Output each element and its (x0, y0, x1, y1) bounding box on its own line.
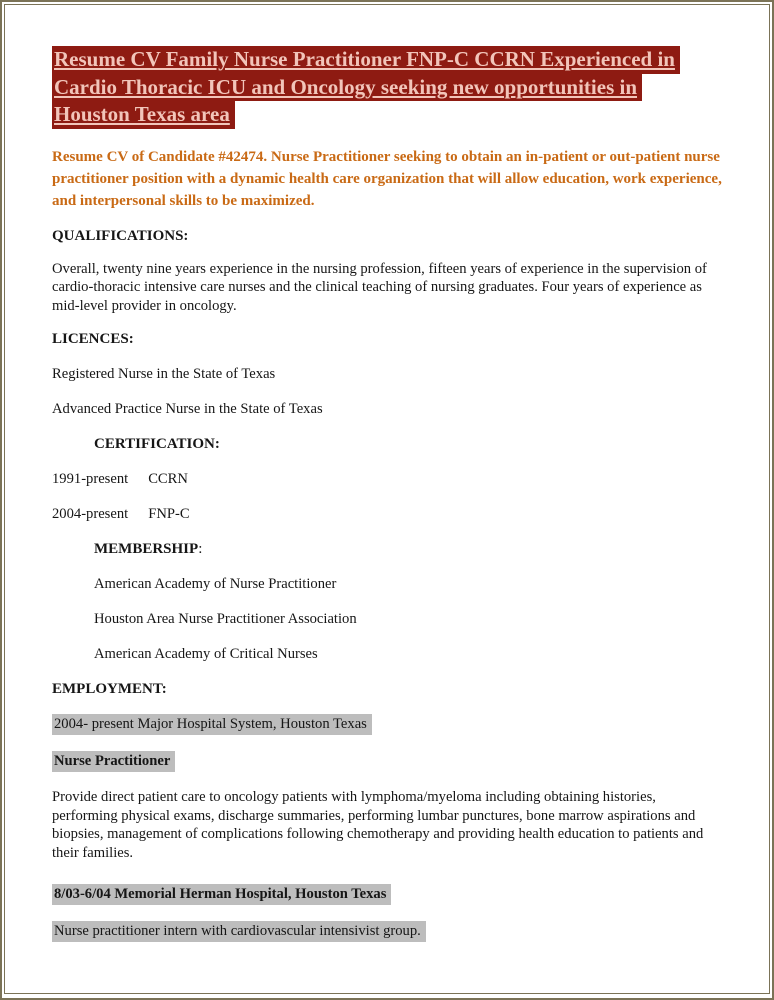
qualifications-heading: QUALIFICATIONS: (52, 227, 189, 244)
certification-row (52, 470, 723, 488)
licences-heading: LICENCES: (52, 331, 134, 347)
membership-heading-colon: : (198, 541, 203, 557)
qualifications-body: Overall, twenty nine years experience in the nursing profession, fifteen years of experience in the supervision of cardio-thoracic intensive care nurses and the clinical teaching of nursing graduates. Four years of experience as mid-level provider in oncology. (52, 260, 707, 314)
page-title-line-1: Resume CV Family Nurse Practitioner FNP-C CCRN Experienced in (52, 46, 680, 74)
employment-heading: EMPLOYMENT: (52, 681, 167, 697)
job-role (52, 751, 723, 772)
licence-item: Registered Nurse in the State of Texas (52, 366, 276, 382)
membership-item: Houston Area Nurse Practitioner Association (94, 611, 357, 627)
certification-heading: CERTIFICATION: (94, 436, 220, 452)
candidate-intro-text: Resume CV of Candidate #42474. Nurse Practitioner seeking to obtain an in-patient or out-patient nurse practitioner position with a dynamic health care organization that will allow education, work experience, and interpersonal skills to be maximized. (52, 148, 722, 209)
job-role-highlight: Nurse Practitioner (52, 751, 175, 772)
job-description: Provide direct patient care to oncology patients with lymphoma/myeloma including obtaining histories, performing physical exams, discharge summaries, performing lumbar punctures, bone marrow aspirations and biopsies, management of complications following chemotherapy and providing health education to patients and their families. (52, 789, 704, 861)
membership-heading-text: MEMBERSHIP (94, 541, 199, 557)
job-entry (52, 714, 723, 735)
job-entry (52, 884, 723, 905)
certification-period: 2004-present (52, 506, 129, 522)
page-title-line-3: Houston Texas area (52, 101, 235, 129)
membership-heading (94, 540, 723, 558)
certification-row (52, 505, 723, 523)
licence-item: Advanced Practice Nurse in the State of Texas (52, 401, 323, 417)
certification-credential: FNP-C (148, 506, 190, 522)
membership-item: American Academy of Nurse Practitioner (94, 576, 337, 592)
membership-item: American Academy of Critical Nurses (94, 646, 318, 662)
certification-period: 1991-present (52, 471, 129, 487)
page-border-frame (4, 4, 770, 994)
job-description-highlight: Nurse practitioner intern with cardiovascular intensivist group. (52, 921, 426, 942)
page-title-line-2: Cardio Thoracic ICU and Oncology seeking new opportunities in (52, 74, 642, 102)
job-description-highlighted (52, 921, 723, 942)
certification-credential: CCRN (148, 471, 188, 487)
job-period-and-employer-highlight: 8/03-6/04 Memorial Herman Hospital, Houston Texas (52, 884, 391, 905)
page-title (52, 46, 723, 129)
job-period-and-employer: 2004- present Major Hospital System, Houston Texas (52, 714, 372, 735)
